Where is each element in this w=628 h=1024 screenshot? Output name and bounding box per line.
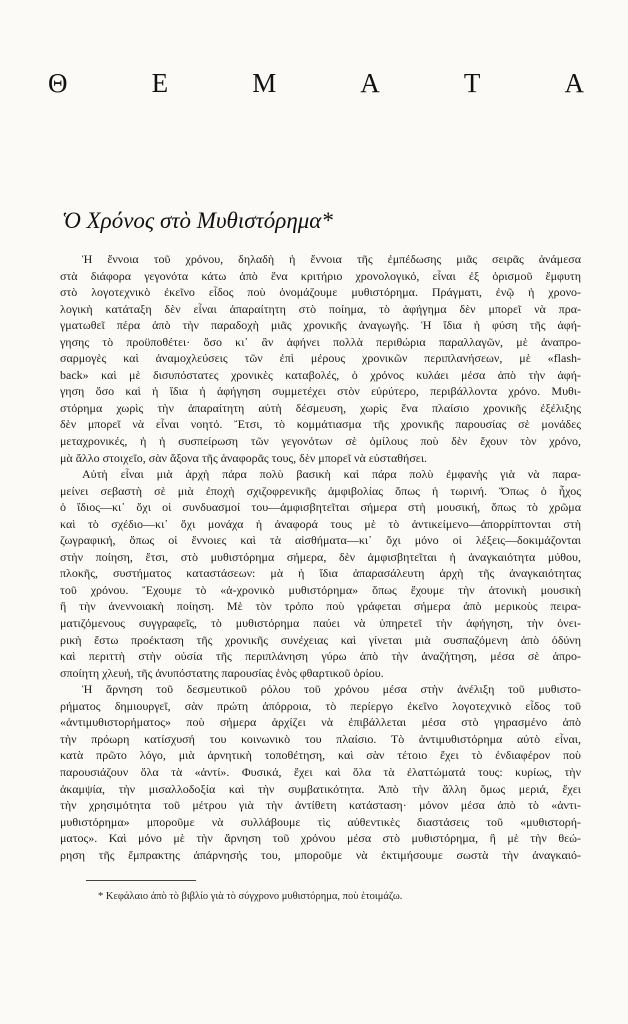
text-line: μυθιστόρημα» μποροῦμε νὰ συλλάβουμε τὶς αὐθεντικὲς διαστάσεις τοῦ «μυθιστορή- xyxy=(60,814,581,829)
header-letter: Α xyxy=(360,68,380,98)
text-line: στὰ διάφορα γεγονότα κάτω ἀπὸ ἕνα κριτήριο χρονολογικό, εἶναι ἐξ ὁρισμοῦ ἔμφυτη xyxy=(60,268,581,283)
text-line: κατὰ πρῶτο λόγο, μιὰ ἀρνητικὴ τοποθέτηση, καὶ σὰν τέτοιο ἔχει τὸ ἐνδιαφέρον ποὺ xyxy=(60,748,581,763)
text-line: ματος». Καὶ μόνο μὲ τὴν ἄρνηση τοῦ χρόνου μέσα στὸ μυθιστόρημα, ἢ μὲ τὴν θεώ- xyxy=(60,831,581,846)
text-line: σποίητη χλευή, τῆς ἀνυπόστατης παρουσίας ἑνὸς φθαρτικοῦ ὁρίου. xyxy=(60,665,384,680)
text-line: «ἀντιμυθιστορήματος» ποὺ σήμερα ἀρχίζει νὰ ἐπιβάλλεται μέσα στὸ γηρασμένο ἀπὸ xyxy=(60,715,581,730)
text-line: μείνει σεβαστὴ σὲ μιὰ ἐποχὴ σχιζοφρενικῆς ἀμφιβολίας ὅπως ἡ τωρινή. Ὅπως ὁ ἦχος xyxy=(60,483,581,498)
text-line: γματωθεῖ πέρα ἀπὸ τὴν παραδοχὴ μιᾶς χρονικῆς ἀναγωγῆς. Ἡ ἴδια ἡ φύση τῆς ἀφή- xyxy=(60,318,581,333)
footnote: * Κεφάλαιο ἀπὸ τὸ βιβλίο γιὰ τὸ σύγχρονο μυθιστόρημα, ποὺ ἑτοιμάζω. xyxy=(98,891,403,902)
text-line: τοῦ χρόνου. Ἔχουμε τὸ «ἀ-χρονικὸ μυθιστόρημα» ὅπως ἔχουμε τὴν ἀτονικὴ μουσικὴ xyxy=(60,582,581,597)
text-line: ὁ ἴδιος—κι᾽ ὄχι οἱ συνδυασμοί του—ἀμφισβητεῖται σήμερα στὴ μουσική, ὅπως τὸ χρῶμα xyxy=(60,500,581,515)
text-line: Ἡ ἄρνηση τοῦ δεσμευτικοῦ ρόλου τοῦ χρόνου μέσα στὴν ἀνέλιξη τοῦ μυθιστο- xyxy=(82,682,581,697)
article-title: Ὁ Χρόνος στὸ Μυθιστόρημα* xyxy=(62,208,333,233)
text-line: στὸ λογοτεχνικὸ ἐκεῖνο εἶδος ποὺ ὀνομάζουμε μυθιστόρημα. Πράγματι, ἐνῷ ἡ χρονο- xyxy=(60,285,581,300)
text-line: Αὐτὴ εἶναι μιὰ ἀρχὴ πάρα πολὺ βασικὴ καὶ πάρα πολὺ ἐμφανὴς γιὰ νὰ παρα- xyxy=(82,467,581,482)
text-line: ρηση τῆς ἔμπρακτης ἀπάρνησής του, μποροῦμε νὰ ἐκτιμήσουμε σωστὰ τὴν ἀναγκαιό- xyxy=(60,847,581,862)
text-line: δὲν μπορεῖ νὰ εἶναι νοητό. Ἔτσι, τὸ κομμάτιασμα τῆς χρονικῆς παρουσίας σὲ μονάδες xyxy=(60,417,581,432)
text-line: πλοκῆς, συστήματος καταστάσεων: μὰ ἡ ἴδια ἀπαρασάλευτη ἀρχὴ τῆς ἀναγκαιότητας xyxy=(60,566,581,581)
text-line: καὶ τὸ σχέδιο—κι᾽ ὄχι μονάχα ἡ ἀναφορά τους μὲ τὸ ἀντικείμενο—ἀπορρίπτονται στὴ xyxy=(60,516,581,531)
text-line: παρουσιάζουν ὅλα τὰ «ἀντί». Φυσικά, ἔχει καὶ ὅλα τὰ ἐλαττώματά τους: κυρίως, τὴν xyxy=(60,764,581,779)
text-line: τὴν χρησιμότητα τοῦ μέτρου γιὰ τὴν ἀντίθετη κατάσταση· μόνον μέσα ἀπὸ τὸ «ἀντι- xyxy=(60,798,581,813)
text-line: back» καὶ μὲ δισυπόστατες χρονικὲς καταβολές, ὁ χρόνος κυλάει μέσα ἀπὸ τὴν ἀφή- xyxy=(60,367,581,382)
text-line: ρικὴ ἔστω προέκταση τῆς χρονικῆς συνέχειας καὶ γίνεται μιὰ συσπαζόμενη ἀπὸ ὀδύνη xyxy=(60,632,581,647)
text-line: ματιζόμενους συγγραφεῖς, τὸ μυθιστόρημα παύει νὰ ὑπηρετεῖ τὴν ἀφήγηση, τὴν ὀνει- xyxy=(60,616,581,631)
text-line: καὶ περιττὴ στὴν οὐσία τῆς περιπλάνηση γύρω ἀπὸ τὴν ἀναζήτηση, μέσα σὲ ἀπρο- xyxy=(60,649,581,664)
article-body xyxy=(60,251,581,863)
header-letter: Α xyxy=(564,68,584,98)
text-line: μεταχρονικές, ἡ ἡ συσπείρωση τῶν γεγονότων σὲ ὁμίλους ποὺ δὲν ἔχουν τὸν χρόνο, xyxy=(60,434,581,449)
header-letter: Τ xyxy=(463,68,481,98)
text-line: μὰ ἄλλο στοιχεῖο, σὰν ἄξονα τῆς ἀναφορᾶς τους, δὲν μπορεῖ νὰ εὐσταθήσει. xyxy=(60,450,428,465)
text-line: γησης τὸ προϋποθέτει· ὅσο κι᾽ ἂν ἀφήνει πολλὰ περιθώρια παραλλαγῶν, μὲ ἀναπρο- xyxy=(60,334,581,349)
text-line: λογικὴ κατάταξη δὲν εἶναι ἀπαραίτητη στὸ ποίημα, τὸ ἀφήγημα δὲν μπορεῖ νὰ πρα- xyxy=(60,301,581,316)
text-line: Ἡ ἔννοια τοῦ χρόνου, δηλαδὴ ἡ ἔννοια τῆς ἐμπέδωσης μιᾶς σειρᾶς ἀνάμεσα xyxy=(82,252,581,266)
header-letter: Μ xyxy=(252,68,277,98)
text-line: ζωγραφική, ὅπως οἱ ἔννοιες καὶ τὰ αἰσθήματα—κι᾽ ὄχι μόνο οἱ λέξεις—δοκιμάζονται xyxy=(60,533,581,548)
header-letter: Ε xyxy=(151,68,169,98)
text-line: τὴν πρόωρη κατίσχυσή του κοινωνικὸ του πλαίσιο. Τὸ ἀντιμυθιστόρημα αὐτὸ εἶναι, xyxy=(60,731,581,746)
text-line: σαρμογὲς καὶ ἀναμοχλεύσεις τῶν ἐπὶ μέρους χρονικῶν περιπλανήσεων, μὲ «flash- xyxy=(60,351,581,366)
text-line: ρήματος δημιουργεῖ, σὰν πρώτη ἀπόρροια, τὸ περίεργο ἐκεῖνο λογοτεχνικὸ εἶδος τοῦ xyxy=(60,698,581,713)
header-letter: Θ xyxy=(48,68,68,98)
text-line: στὴν ποίηση, ἔτσι, στὸ μυθιστόρημα σήμερα, δὲν ἀμφισβητεῖται ἡ ἀναγκαιότητα μύθου, xyxy=(60,549,581,564)
text-line: γηση ὅσο καὶ ἡ ἴδια ἡ ἀφήγηση συμμετέχει στὸν εὐρύτερο, περιβάλλοντα χρόνο. Μυθι- xyxy=(60,384,581,399)
footnote-rule xyxy=(86,880,196,881)
text-line: στόρημα χωρὶς τὴν ἀπαραίτητη αὐτὴ δέσμευση, χωρὶς ἕνα πλαίσιο χρονικῆς ἐξέλιξης xyxy=(60,400,581,415)
text-line: ἢ τὴν ἀνεννοιακὴ ποίηση. Μὲ τὸν τρόπο ποὺ γράφεται σήμερα ἀπὸ μερικοὺς πειρα- xyxy=(60,599,581,614)
text-line: ἀκαμψία, τὴν μισαλλοδοξία καὶ τὴν συμβατικότητα. Ἀπὸ τὴν ἄλλη ὅμως μεριά, ἔχει xyxy=(60,781,581,796)
section-header xyxy=(48,68,584,99)
